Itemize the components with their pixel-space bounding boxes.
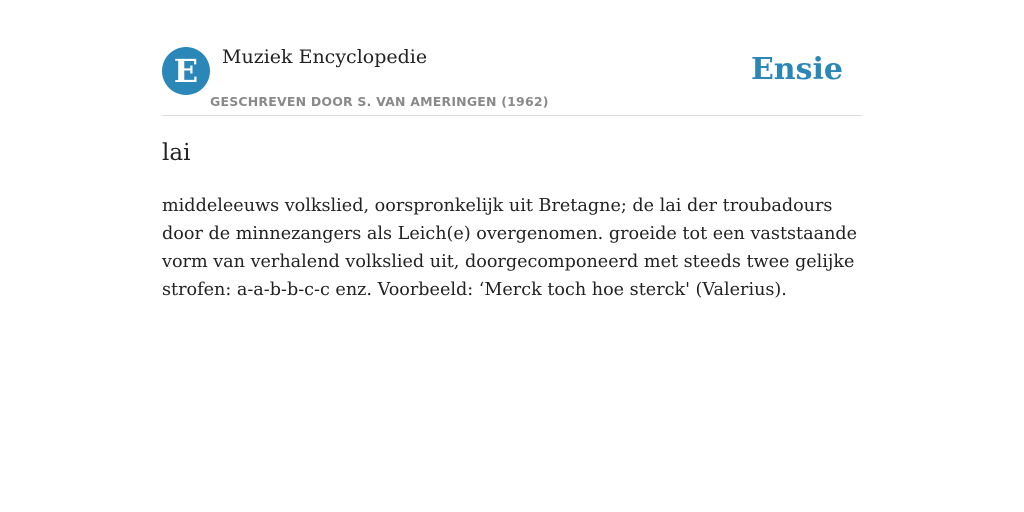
header [162,0,862,116]
encyclopedie-logo-icon[interactable]: E [162,47,210,95]
ensie-brand-logo[interactable]: Ensie [750,52,843,87]
page-container [162,0,862,512]
entry-definition: middeleeuws volkslied, oorspronkelijk uit Bretagne; de lai der troubadours door de minnezangers als Leich(e) overgenomen. groeide tot een vaststaande vorm van verhalend volkslied uit, doorgecomponeerd met steeds twee gelijke strofen: a-a-b-b-c-c enz. Voorbeeld: ‘Merck toch hoe sterck' (Valerius). [162,196,858,300]
site-title[interactable]: Muziek Encyclopedie [222,46,428,68]
entry-term: lai [162,140,191,166]
author-byline: GESCHREVEN DOOR S. VAN AMERINGEN (1962) [210,94,549,109]
